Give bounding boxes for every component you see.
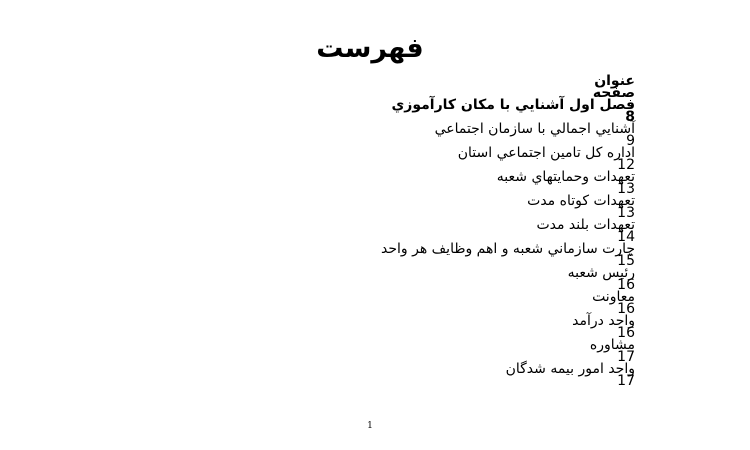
- toc-entry-title: تعهدات كوتاه مدت: [527, 193, 635, 209]
- toc-entry-title: چارت سازماني شعبه و اهم وظايف هر واحد: [381, 241, 635, 257]
- toc-entry-page: 8: [625, 109, 635, 125]
- toc-entry-page: 16: [617, 301, 635, 317]
- toc-entry-page: 9: [626, 133, 635, 149]
- toc-entry-title: آشنايي اجمالي با سازمان اجتماعي: [434, 121, 635, 137]
- page-title: فهرست: [316, 33, 424, 64]
- page-number: 1: [367, 421, 373, 431]
- table-of-contents: [185, 75, 635, 387]
- toc-header-page: صفحه: [592, 85, 635, 101]
- toc-entry-page: 17: [617, 373, 635, 389]
- toc-entry-title: رئيس شعبه: [567, 265, 635, 281]
- toc-entry-title: تعهدات بلند مدت: [536, 217, 635, 233]
- toc-entry-page: 16: [617, 325, 635, 341]
- toc-entry-page: 13: [617, 181, 635, 197]
- toc-entry-page: 12: [617, 157, 635, 173]
- toc-header-title: عنوان: [594, 73, 635, 89]
- toc-entry-title: تعهدات وحمايتهاي شعبه: [496, 169, 635, 185]
- toc-entry-title: مشاوره: [589, 337, 635, 353]
- toc-entry-page: 15: [617, 253, 635, 269]
- toc-entry-title: معاونت: [592, 289, 635, 305]
- toc-entry-page: 14: [617, 229, 635, 245]
- toc-entry-page: 17: [617, 349, 635, 365]
- toc-entry-title: واحد امور بيمه شدگان: [505, 361, 635, 377]
- toc-entry-page: 13: [617, 205, 635, 221]
- toc-entry-title: واحد درآمد: [572, 313, 635, 329]
- toc-entry-title: فصل اول آشنايي با مكان كارآموزي: [391, 97, 635, 113]
- toc-entry-page: 16: [617, 277, 635, 293]
- toc-entry-title: اداره كل تامين اجتماعي استان: [457, 145, 635, 161]
